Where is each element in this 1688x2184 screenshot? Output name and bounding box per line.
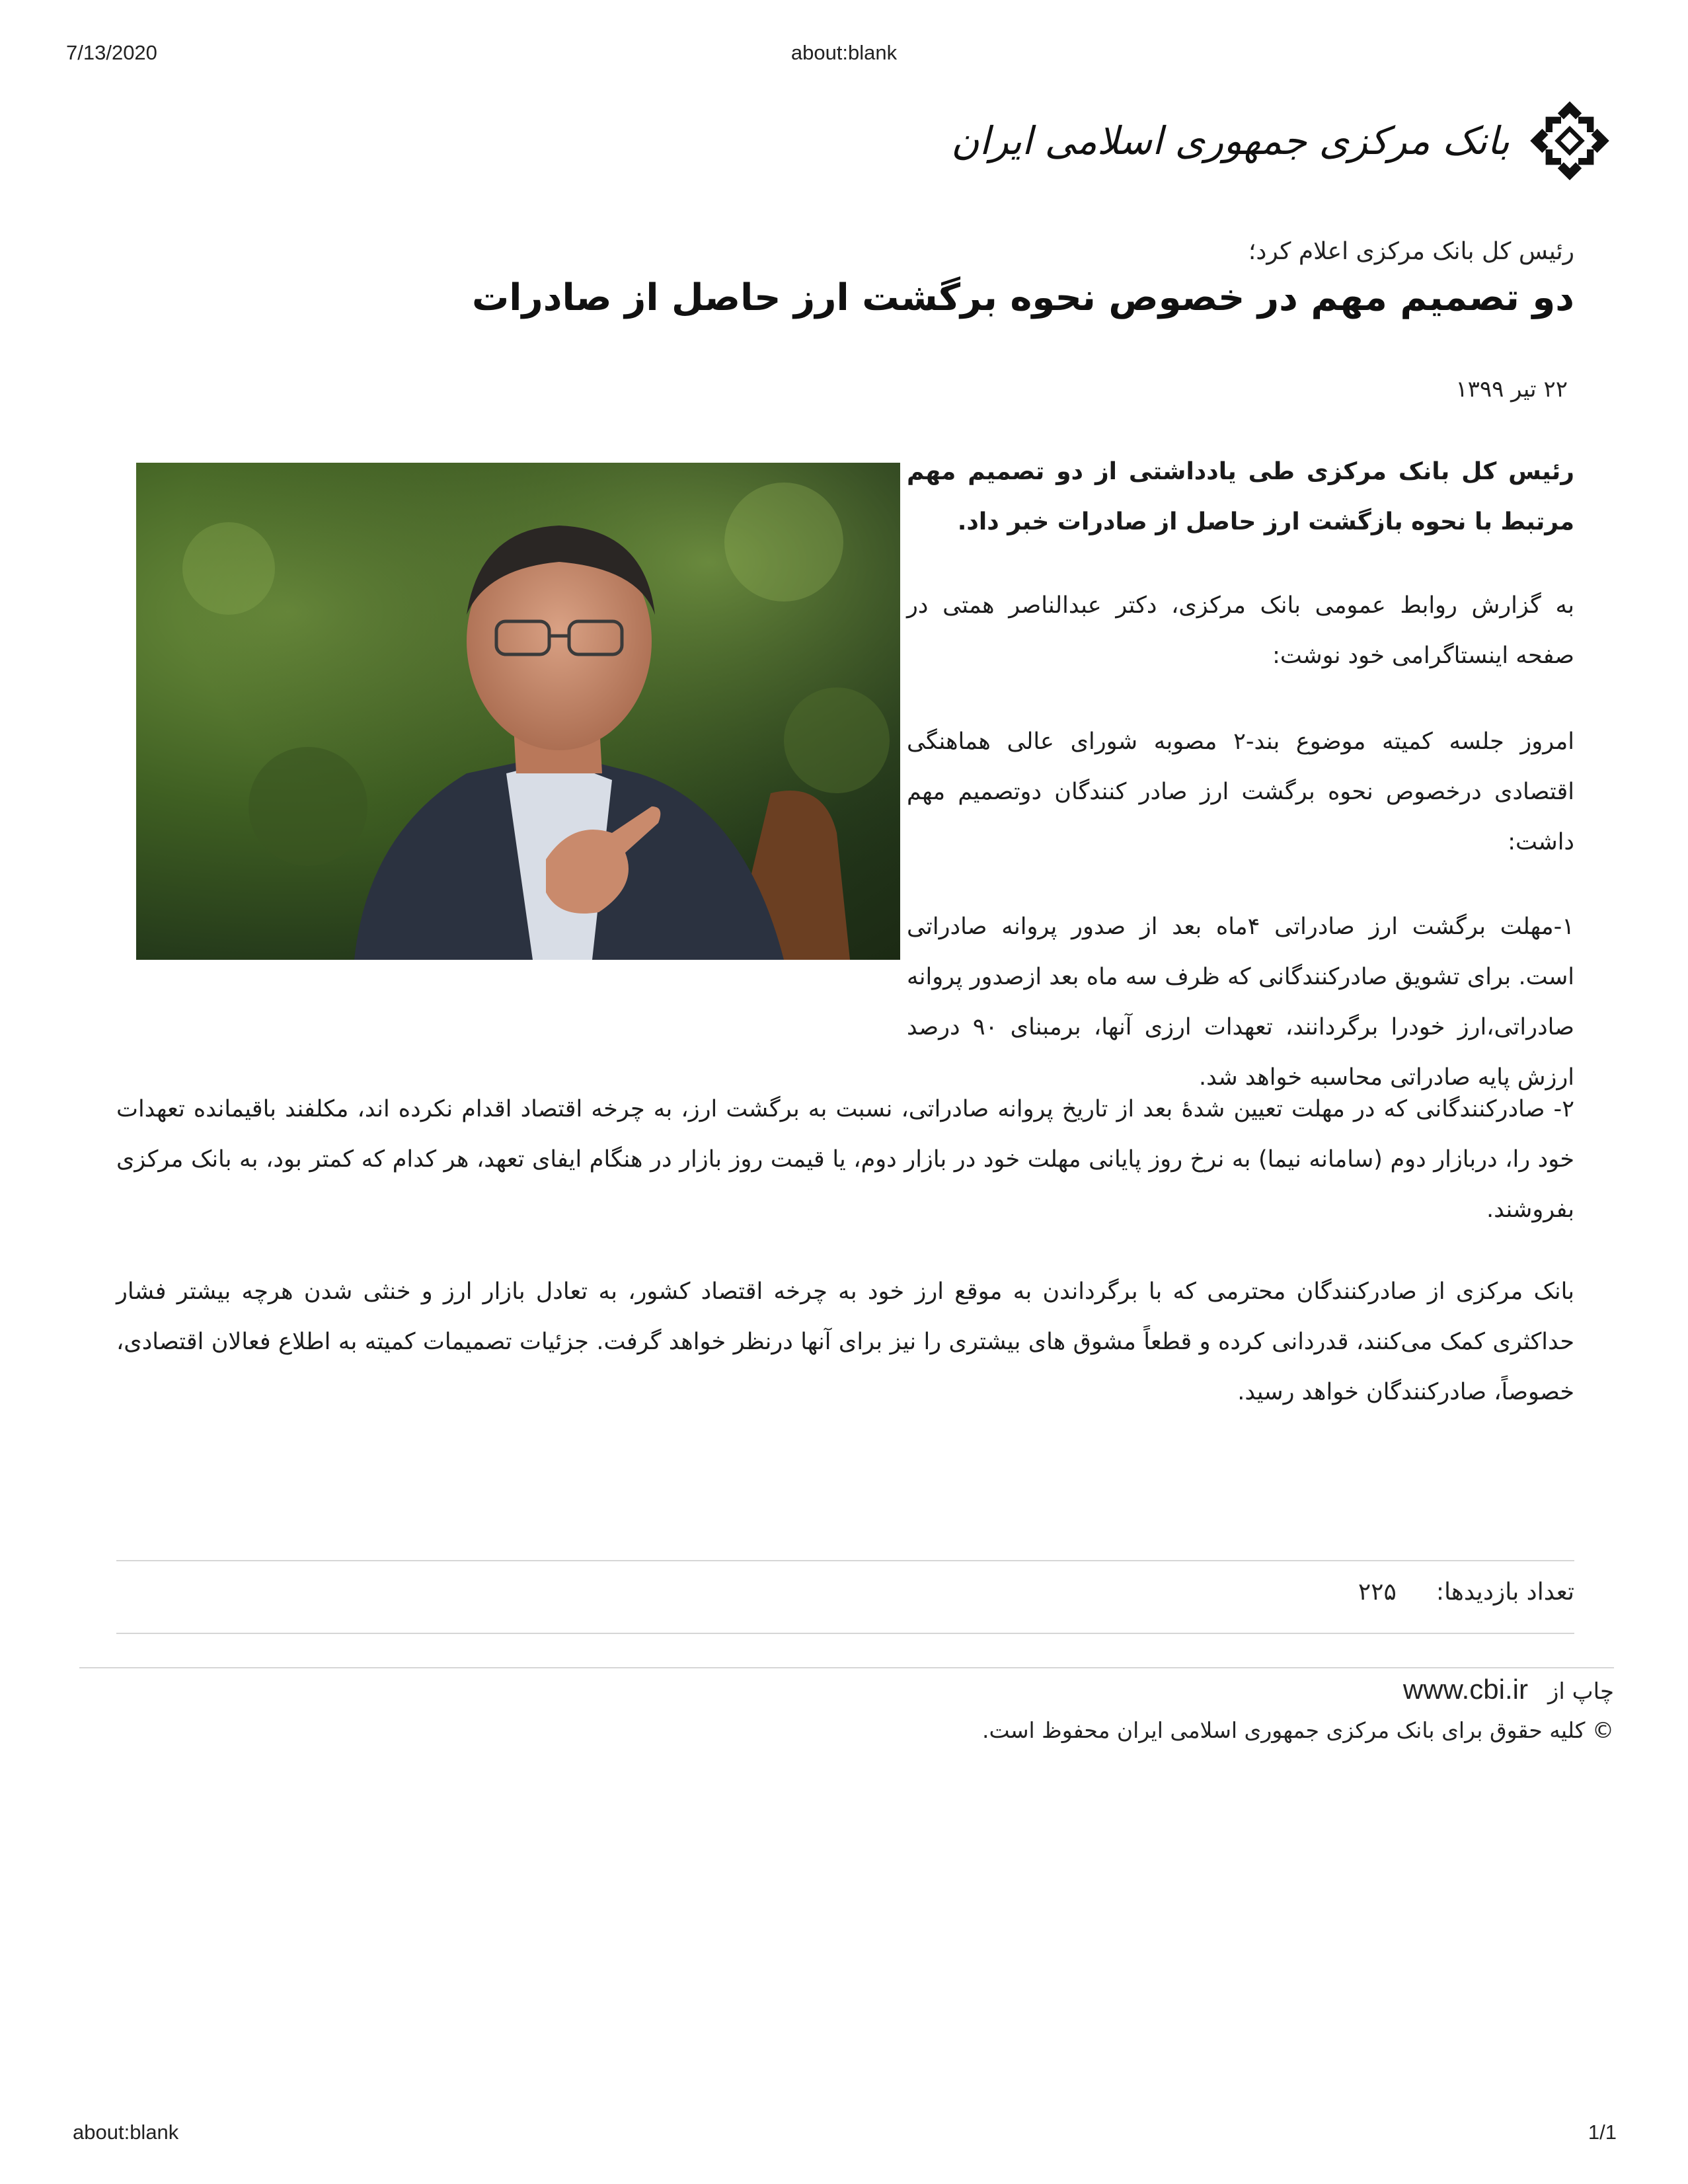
article-paragraph: ۲- صادرکنندگانی که در مهلت تعیین شدهٔ بعد از تاریخ پروانه صادراتی، نسبت به برگشت ارز، به چرخه اقتصاد اقدام نکرده اند، مکلفند باقیمانده تعهدات خود را، دربازار دوم (سامانه نیما) به نرخ روز پایانی مهلت خود در بازار دوم، یا قیمت روز بازار در هنگام ایفای تعهد، هر کدام که کمتر بود، به بانک مرکزی بفروشند.: [116, 1096, 1574, 1223]
article-lead: رئیس کل بانک مرکزی طی یادداشتی از دو تصمیم مهم مرتبط با نحوه بازگشت ارز حاصل از صادرات خبر داد.: [907, 458, 1574, 535]
divider: [116, 1560, 1574, 1561]
view-count-label: تعداد بازدیدها:: [1436, 1579, 1574, 1606]
bank-logo[interactable]: [951, 98, 1613, 184]
article-date: ۲۲ تیر ۱۳۹۹: [1455, 375, 1568, 403]
article-paragraph: به گزارش روابط عمومی بانک مرکزی، دکتر عبدالناصر همتی در صفحه اینستاگرامی خود نوشت:: [907, 592, 1574, 669]
article-paragraph: بانک مرکزی از صادرکنندگان محترمی که با برگرداندن به موقع ارز خود به چرخه اقتصاد کشور، به تعادل بازار ارز و خنثی شدن هرچه بیشتر فشار حداکثری کمک می‌کنند، قدردانی کرده و قطعاً مشوق های بیشتری را نیز برای آنها درنظر خواهد گرفت. جزئیات تصمیمات کمیته به اطلاع فعالان اقتصادی، خصوصاً، صادرکنندگان خواهد رسید.: [116, 1278, 1574, 1405]
portrait-illustration: [136, 463, 900, 960]
bank-logo-text: بانک مرکزی جمهوری اسلامی ایران: [951, 118, 1510, 163]
view-count: [116, 1579, 1574, 1606]
article-kicker: رئیس کل بانک مرکزی اعلام کرد؛: [1248, 238, 1574, 265]
print-page-number: 1/1: [1588, 2121, 1617, 2144]
print-footer-url: about:blank: [73, 2121, 179, 2144]
copyright-notice: © کلیه حقوق برای بانک مرکزی جمهوری اسلامی ایران محفوظ است.: [981, 1717, 1614, 1743]
divider: [79, 1667, 1614, 1668]
article-photo: [136, 463, 900, 960]
divider: [116, 1633, 1574, 1634]
printed-from-label: چاپ از: [1547, 1678, 1614, 1705]
article-header: [116, 238, 1574, 403]
cbi-emblem-icon: [1527, 98, 1613, 184]
article-title: دو تصمیم مهم در خصوص نحوه برگشت ارز حاصل از صادرات: [472, 276, 1574, 319]
print-date: 7/13/2020: [66, 41, 157, 64]
site-link[interactable]: www.cbi.ir: [1402, 1674, 1528, 1705]
article-paragraph: امروز جلسه کمیته موضوع بند-۲ مصوبه شورای عالی هماهنگی اقتصادی درخصوص نحوه برگشت ارز صادر کنندگان دوتصمیم مهم داشت:: [907, 728, 1574, 855]
view-count-value: ۲۲۵: [1358, 1579, 1397, 1606]
article-paragraph: ۱-مهلت برگشت ارز صادراتی ۴ماه بعد از صدور پروانه صادراتی است. برای تشویق صادرکنندگانی که ظرف سه ماه بعد ازصدور پروانه صادراتی،ارز خودرا برگردانند، تعهدات ارزی آنها، برمبنای ۹۰ درصد ارزش پایه صادراتی محاسبه خواهد شد.: [907, 914, 1575, 1091]
print-header-url: about:blank: [790, 41, 898, 64]
printed-from: [1403, 1674, 1614, 1705]
